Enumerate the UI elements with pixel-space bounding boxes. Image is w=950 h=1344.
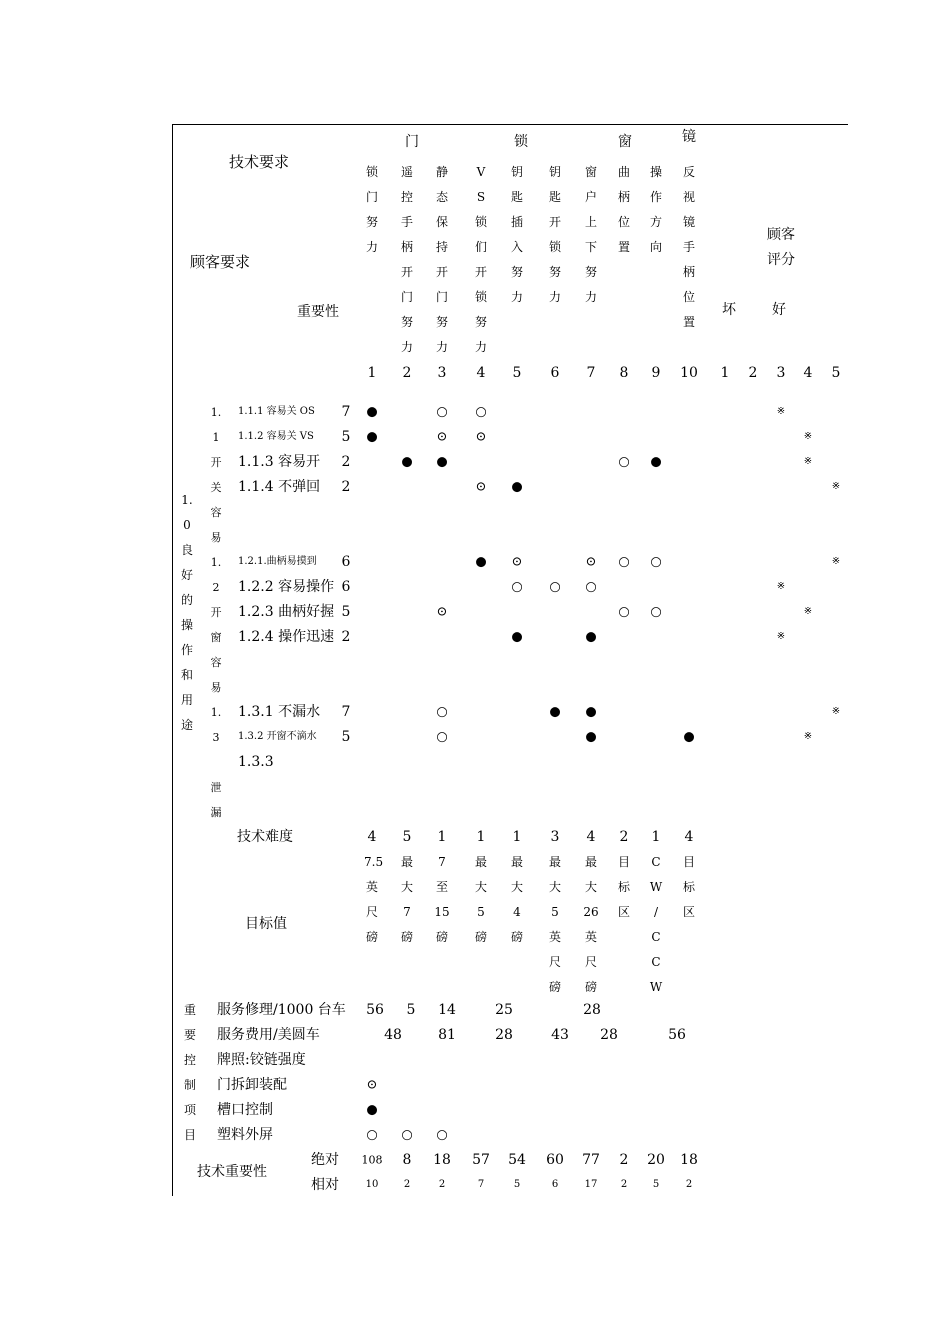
- customer-rating-mark: ※: [803, 456, 813, 467]
- tech-difficulty-value: 1: [437, 829, 447, 845]
- tech-column-header: 曲 柄 位 置: [617, 165, 630, 254]
- customer-rating-label-2: 评分: [767, 252, 795, 268]
- relationship-symbol: ○: [511, 579, 523, 595]
- relationship-symbol: ○: [475, 404, 487, 420]
- subgroup-2-label: 1. 2 开 窗 容 易: [210, 556, 222, 694]
- relative-importance-value: 5: [652, 1179, 660, 1190]
- requirement-row-label: 1.2.3 曲柄好握: [238, 604, 335, 620]
- relationship-symbol: ●: [401, 454, 413, 470]
- relationship-symbol: ●: [511, 479, 523, 495]
- tech-column-header: 遥 控 手 柄 开 门 努 力: [400, 165, 413, 354]
- relationship-symbol: ⊙: [436, 429, 448, 445]
- tech-column-header: 钥 匙 开 锁 努 力: [548, 165, 561, 304]
- group-door-label: 门: [405, 134, 419, 150]
- control-row-label: 塑料外屏: [217, 1127, 273, 1143]
- relationship-symbol: ⊙: [475, 429, 487, 445]
- relationship-symbol: ○: [549, 579, 561, 595]
- relative-importance-value: 17: [584, 1179, 598, 1190]
- control-symbol: ●: [366, 1102, 378, 1118]
- relationship-symbol: ⊙: [585, 554, 597, 570]
- category-vertical-label: 1. 0 良 好 的 操 作 和 用 途: [180, 493, 193, 732]
- requirement-importance: 5: [341, 729, 351, 745]
- tech-column-header: 钥 匙 插 入 努 力: [510, 165, 523, 304]
- tech-difficulty-value: 1: [476, 829, 486, 845]
- relationship-symbol: ○: [618, 554, 630, 570]
- customer-rating-mark: ※: [776, 406, 786, 417]
- column-number: 7: [586, 365, 596, 381]
- relationship-symbol: ○: [618, 604, 630, 620]
- customer-rating-mark: ※: [803, 731, 813, 742]
- absolute-importance-value: 60: [546, 1152, 564, 1168]
- requirement-importance: 6: [341, 554, 351, 570]
- relative-importance-value: 10: [365, 1179, 379, 1190]
- cost-value: 81: [438, 1027, 456, 1043]
- tech-column-header: 静 态 保 持 开 门 努 力: [435, 165, 448, 354]
- target-value-column: 目 标 区: [682, 855, 695, 919]
- control-row-label: 槽口控制: [217, 1102, 273, 1118]
- left-border: [172, 124, 173, 1196]
- requirement-row-label: 1.2.2 容易操作: [238, 579, 335, 595]
- target-value-column: 最 大 26 英 尺 磅: [583, 855, 599, 994]
- requirement-row-label: 1.3.3: [238, 754, 274, 770]
- rating-number: 1: [720, 365, 730, 381]
- relationship-symbol: ●: [475, 554, 487, 570]
- tech-difficulty-value: 4: [684, 829, 694, 845]
- tech-column-header: 反 视 镜 手 柄 位 置: [682, 165, 695, 329]
- subgroup-1-label: 1. 1 开 关 容 易: [210, 406, 222, 544]
- requirement-importance: 5: [341, 604, 351, 620]
- relative-importance-value: 6: [551, 1179, 559, 1190]
- relationship-symbol: ○: [436, 704, 448, 720]
- target-value-column: C W / C C W: [649, 855, 663, 994]
- absolute-importance-value: 57: [472, 1152, 490, 1168]
- tech-difficulty-value: 1: [512, 829, 522, 845]
- rating-number: 2: [748, 365, 758, 381]
- relationship-symbol: ●: [366, 404, 378, 420]
- target-value-column: 最 大 7 磅: [400, 855, 413, 944]
- requirement-importance: 7: [341, 704, 351, 720]
- cost-value: 28: [495, 1027, 513, 1043]
- control-symbol: ⊙: [366, 1077, 378, 1093]
- tech-requirements-title: 技术要求: [229, 153, 290, 171]
- tech-column-header: 操 作 方 向: [649, 165, 662, 254]
- absolute-label: 绝对: [311, 1152, 339, 1168]
- relationship-symbol: ●: [366, 429, 378, 445]
- column-number: 1: [367, 365, 377, 381]
- column-number: 9: [651, 365, 661, 381]
- relationship-symbol: ●: [436, 454, 448, 470]
- relationship-symbol: ●: [511, 629, 523, 645]
- column-number: 3: [437, 365, 447, 381]
- control-row-label: 服务费用/美圆车: [217, 1027, 320, 1043]
- relationship-symbol: ●: [585, 704, 597, 720]
- requirement-row-label: 1.1.3 容易开: [238, 454, 321, 470]
- customer-rating-mark: ※: [776, 631, 786, 642]
- cost-value: 48: [384, 1027, 402, 1043]
- tech-difficulty-value: 3: [550, 829, 560, 845]
- group-window-label: 窗: [618, 134, 632, 150]
- tech-difficulty-value: 4: [367, 829, 377, 845]
- relative-importance-value: 2: [620, 1179, 628, 1190]
- control-row-label: 牌照:铰链强度: [217, 1052, 306, 1068]
- control-symbol: ○: [436, 1127, 448, 1143]
- relationship-symbol: ○: [585, 579, 597, 595]
- relationship-symbol: ○: [436, 729, 448, 745]
- requirement-row-label: 1.2.4 操作迅速: [238, 629, 335, 645]
- target-value-column: 7.5 英 尺 磅: [364, 855, 384, 944]
- customer-rating-mark: ※: [831, 706, 841, 717]
- requirement-importance: 6: [341, 579, 351, 595]
- target-value-label: 目标值: [245, 916, 287, 932]
- tech-difficulty-value: 4: [586, 829, 596, 845]
- absolute-importance-value: 54: [508, 1152, 526, 1168]
- target-value-column: 最 大 5 磅: [474, 855, 487, 944]
- tech-difficulty-value: 1: [651, 829, 661, 845]
- repair-value: 56: [366, 1002, 384, 1018]
- subgroup-3-leak-label: 泄 漏: [210, 781, 222, 819]
- tech-difficulty-value: 2: [619, 829, 629, 845]
- absolute-importance-value: 2: [619, 1152, 629, 1168]
- relative-importance-value: 5: [513, 1179, 521, 1190]
- requirement-row-label: 1.1.4 不弹回: [238, 479, 321, 495]
- relative-importance-value: 2: [438, 1179, 446, 1190]
- requirement-row-label: 1.2.1.曲柄易摸到: [238, 556, 317, 567]
- customer-rating-mark: ※: [803, 431, 813, 442]
- relationship-symbol: ⊙: [436, 604, 448, 620]
- requirement-row-label: 1.3.2 开窗不滴水: [238, 731, 317, 742]
- requirement-row-label: 1.1.1 容易关 OS: [238, 406, 315, 417]
- relative-importance-value: 2: [403, 1179, 411, 1190]
- absolute-importance-value: 20: [647, 1152, 665, 1168]
- control-row-label: 门拆卸装配: [217, 1077, 287, 1093]
- absolute-importance-value: 108: [361, 1153, 383, 1167]
- cost-value: 28: [600, 1027, 618, 1043]
- requirement-importance: 2: [341, 454, 351, 470]
- cost-value: 43: [551, 1027, 569, 1043]
- customer-requirements-title: 顾客要求: [190, 253, 251, 271]
- repair-value: 14: [438, 1002, 456, 1018]
- tech-difficulty-value: 5: [402, 829, 412, 845]
- customer-rating-mark: ※: [831, 481, 841, 492]
- relationship-symbol: ●: [585, 629, 597, 645]
- relative-importance-value: 7: [477, 1179, 485, 1190]
- requirement-importance: 2: [341, 629, 351, 645]
- relationship-symbol: ●: [683, 729, 695, 745]
- rating-number: 3: [776, 365, 786, 381]
- column-number: 6: [550, 365, 560, 381]
- absolute-importance-value: 8: [402, 1152, 412, 1168]
- rating-bad-label: 坏: [722, 302, 736, 318]
- tech-importance-label: 技术重要性: [197, 1164, 267, 1180]
- column-number: 10: [680, 365, 698, 381]
- control-symbol: ○: [366, 1127, 378, 1143]
- tech-column-header: 窗 户 上 下 努 力: [584, 165, 597, 304]
- cost-value: 56: [668, 1027, 686, 1043]
- absolute-importance-value: 77: [582, 1152, 600, 1168]
- relationship-symbol: ●: [585, 729, 597, 745]
- relationship-symbol: ○: [650, 604, 662, 620]
- relationship-symbol: ○: [618, 454, 630, 470]
- group-mirror-label: 镜: [682, 129, 696, 145]
- relative-label: 相对: [311, 1177, 339, 1193]
- group-lock-label: 锁: [514, 134, 528, 150]
- subgroup-3-label: 1. 3: [210, 706, 222, 744]
- tech-difficulty-label: 技术难度: [237, 829, 293, 845]
- customer-rating-label-1: 顾客: [767, 227, 795, 243]
- relative-importance-value: 2: [685, 1179, 693, 1190]
- customer-rating-mark: ※: [776, 581, 786, 592]
- relationship-symbol: ⊙: [475, 479, 487, 495]
- relationship-symbol: ●: [650, 454, 662, 470]
- tech-column-header: 锁 门 努 力: [365, 165, 378, 254]
- target-value-column: 最 大 4 磅: [510, 855, 523, 944]
- rating-number: 5: [831, 365, 841, 381]
- column-number: 2: [402, 365, 412, 381]
- customer-rating-mark: ※: [831, 556, 841, 567]
- control-symbol: ○: [401, 1127, 413, 1143]
- requirement-row-label: 1.1.2 容易关 VS: [238, 431, 314, 442]
- requirement-importance: 5: [341, 429, 351, 445]
- important-control-side-label: 重 要 控 制 项 目: [183, 1003, 196, 1142]
- column-number: 8: [619, 365, 629, 381]
- column-number: 4: [476, 365, 486, 381]
- rating-good-label: 好: [772, 302, 786, 318]
- relationship-symbol: ●: [549, 704, 561, 720]
- requirement-importance: 2: [341, 479, 351, 495]
- importance-header: 重要性: [297, 304, 339, 320]
- tech-column-header: V S 锁 们 开 锁 努 力: [474, 165, 487, 354]
- target-value-column: 最 大 5 英 尺 磅: [548, 855, 561, 994]
- relationship-symbol: ⊙: [511, 554, 523, 570]
- relationship-symbol: ○: [436, 404, 448, 420]
- relationship-symbol: ○: [650, 554, 662, 570]
- requirement-importance: 7: [341, 404, 351, 420]
- target-value-column: 7 至 15 磅: [434, 855, 450, 944]
- requirement-row-label: 1.3.1 不漏水: [238, 704, 321, 720]
- column-number: 5: [512, 365, 522, 381]
- absolute-importance-value: 18: [680, 1152, 698, 1168]
- rating-number: 4: [803, 365, 813, 381]
- customer-rating-mark: ※: [803, 606, 813, 617]
- target-value-column: 目 标 区: [617, 855, 630, 919]
- repair-value: 28: [583, 1002, 601, 1018]
- absolute-importance-value: 18: [433, 1152, 451, 1168]
- top-border: [172, 124, 848, 125]
- repair-value: 25: [495, 1002, 513, 1018]
- control-row-label: 服务修理/1000 台车: [217, 1002, 346, 1018]
- repair-value: 5: [406, 1002, 416, 1018]
